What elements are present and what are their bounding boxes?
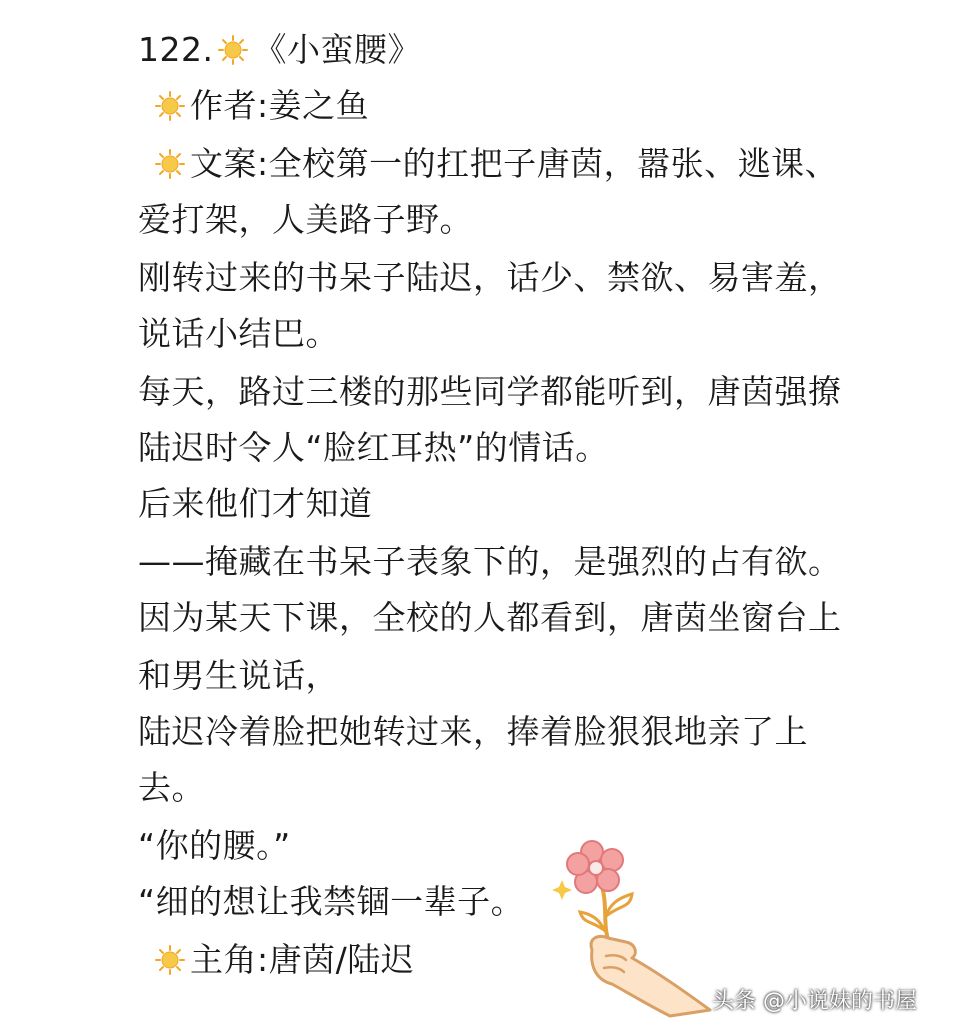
flower-hand-icon <box>540 838 730 1022</box>
sun-icon <box>154 148 186 180</box>
synopsis-line: 去。 <box>138 768 205 807</box>
synopsis-line: 和男生说话， <box>138 656 339 695</box>
synopsis-line: 刚转过来的书呆子陆迟，话少、禁欲、易害羞， <box>138 258 842 297</box>
synopsis-line: ——掩藏在书呆子表象下的，是强烈的占有欲。 <box>138 542 842 581</box>
sun-icon <box>154 90 186 122</box>
protagonist-text: 主角:唐茵/陆迟 <box>190 940 415 979</box>
synopsis-line: 陆迟时令人“脸红耳热”的情话。 <box>138 428 609 467</box>
sun-icon <box>154 944 186 976</box>
sun-icon <box>217 34 249 66</box>
synopsis-line: 每天，路过三楼的那些同学都能听到，唐茵强撩 <box>138 372 842 411</box>
synopsis-line: 后来他们才知道 <box>138 484 373 523</box>
author-line <box>150 86 369 126</box>
synopsis-line <box>150 144 838 184</box>
synopsis-line: 爱打架，人美路子野。 <box>138 200 473 239</box>
watermark: 头条 @小说妹的书屋 <box>712 989 917 1014</box>
synopsis-line: 因为某天下课，全校的人都看到，唐茵坐窗台上 <box>138 598 842 637</box>
synopsis-line: “细的想让我禁锢一辈子。 <box>138 882 525 921</box>
book-name: 《小蛮腰》 <box>253 30 421 69</box>
book-number: 122. <box>138 30 214 69</box>
synopsis-line: “你的腰。” <box>138 826 291 865</box>
synopsis-line: 说话小结巴。 <box>138 314 339 353</box>
protagonist-line <box>150 940 414 980</box>
synopsis-line: 陆迟冷着脸把她转过来，捧着脸狠狠地亲了上 <box>138 712 808 751</box>
book-title-line <box>138 30 421 70</box>
synopsis-text: 文案:全校第一的扛把子唐茵，嚣张、逃课、 <box>190 144 839 183</box>
author-text: 作者:姜之鱼 <box>190 86 370 125</box>
